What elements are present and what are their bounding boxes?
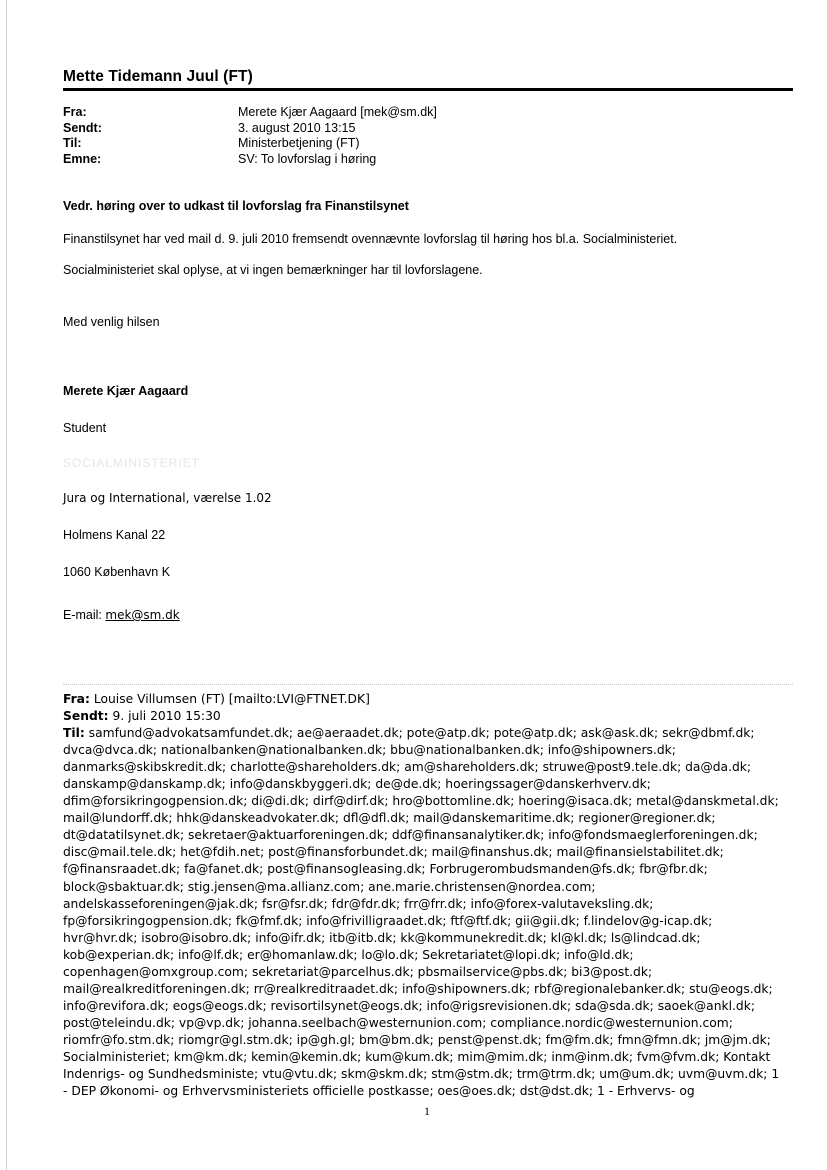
recipient-line: dt@datatilsynet.dk; sekretaer@aktuarforeningen.dk; ddf@finansanalytiker.dk; info@fondsmaeglerforeningen.dk; bbox=[63, 828, 758, 843]
meta-to-value: Ministerbetjening (FT) bbox=[238, 136, 360, 150]
meta-subject-label: Emne: bbox=[63, 151, 102, 166]
email-link[interactable]: mek@sm.dk bbox=[105, 608, 180, 622]
recipient-line: kob@experian.dk; info@lf.dk; er@homanlaw.dk; lo@lo.dk; Sekretariatet@lopi.dk; info@ld.dk; bbox=[63, 947, 634, 962]
email-label: E-mail: bbox=[63, 608, 106, 622]
recipient-line: Indenrigs- og Sundhedsministe; vtu@vtu.dk; skm@skm.dk; stm@stm.dk; trm@trm.dk; um@um.dk; uvm@uvm.dk; 1 bbox=[63, 1067, 780, 1082]
recipient-line: riomfr@fo.stm.dk; riomgr@gl.stm.dk; ip@gh.gl; bm@bm.dk; penst@penst.dk; fm@fm.dk; fmn@fmn.dk; jm@jm.dk; bbox=[63, 1032, 771, 1047]
meta-sent-label: Sendt: bbox=[63, 120, 102, 135]
forward-to-line bbox=[63, 725, 798, 742]
header-rule bbox=[63, 88, 793, 91]
signature-title: Student bbox=[63, 421, 107, 435]
recipient-line: post@teleindu.dk; vp@vp.dk; johanna.seelbach@westernunion.com; compliance.nordic@westernunion.com; bbox=[63, 1015, 733, 1030]
recipient-line: hvr@hvr.dk; isobro@isobro.dk; info@ifr.dk; itb@itb.dk; kk@kommunekredit.dk; kl@kl.dk; ls@lindcad.dk; bbox=[63, 930, 701, 945]
body-paragraph-1: Finanstilsynet har ved mail d. 9. juli 2010 fremsendt ovennævnte lovforslag til høring hos bl.a. Socialministeriet. bbox=[63, 232, 678, 246]
meta-subject-value: SV: To lovforslag i høring bbox=[238, 151, 377, 166]
recipient-line: mail@lundorff.dk; hhk@danskeadvokater.dk; dfl@dfl.dk; mail@danskemaritime.dk; regioner@regioner.dk; bbox=[63, 811, 716, 826]
forward-from-line bbox=[63, 691, 798, 708]
recipient-line: andelskasseforeningen@jak.dk; fsr@fsr.dk; fdr@fdr.dk; frr@frr.dk; info@forex-valutaveksling.dk; bbox=[63, 896, 654, 911]
forward-sent-label: Sendt: bbox=[63, 709, 109, 724]
recipient-line: copenhagen@omxgroup.com; sekretariat@parcelhus.dk; pbsmailservice@pbs.dk; bi3@post.dk; bbox=[63, 964, 653, 979]
page-number: 1 bbox=[424, 1104, 430, 1118]
signature-name: Merete Kjær Aagaard bbox=[63, 384, 189, 398]
recipient-list bbox=[63, 742, 798, 1100]
recipient-line: block@sbaktuar.dk; stig.jensen@ma.allianz.com; ane.marie.christensen@nordea.com; bbox=[63, 879, 596, 894]
meta-to-label: Til: bbox=[63, 136, 82, 150]
recipient-line: dfim@forsikringogpension.dk; di@di.dk; dirf@dirf.dk; hro@bottomline.dk; hoering@isaca.dk; metal@danskmetal.dk; bbox=[63, 794, 779, 809]
signature-department: Jura og International, værelse 1.02 bbox=[63, 491, 272, 505]
meta-from-value: Merete Kjær Aagaard [mek@sm.dk] bbox=[238, 105, 437, 119]
forward-separator bbox=[63, 684, 793, 685]
forward-from-label: Fra: bbox=[63, 692, 90, 706]
recipient-line: danskamp@danskamp.dk; info@danskbyggeri.dk; de@de.dk; hoeringssager@danskerhverv.dk; bbox=[63, 777, 651, 792]
recipient-line: fp@forsikringogpension.dk; fk@fmf.dk; info@frivilligraadet.dk; ftf@ftf.dk; gii@gii.dk; f.lindelov@g-icap.dk; bbox=[63, 913, 713, 928]
forward-sent-value: 9. juli 2010 15:30 bbox=[112, 709, 221, 724]
meta-from-label: Fra: bbox=[63, 105, 87, 119]
recipient-line: f@finansraadet.dk; fa@fanet.dk; post@finansogleasing.dk; Forbrugerombudsmanden@fs.dk; fbr@fbr.dk; bbox=[63, 862, 708, 877]
recipient-line: dvca@dvca.dk; nationalbanken@nationalbanken.dk; bbu@nationalbanken.dk; info@shipowners.dk; bbox=[63, 743, 676, 758]
body-paragraph-2: Socialministeriet skal oplyse, at vi ingen bemærkninger har til lovforslagene. bbox=[63, 263, 483, 277]
recipient-line: disc@mail.tele.dk; het@fdih.net; post@finansforbundet.dk; mail@finanshus.dk; mail@finansielstabilitet.dk; bbox=[63, 845, 724, 860]
signature-street: Holmens Kanal 22 bbox=[63, 528, 166, 542]
recipient-line: - DEP Økonomi- og Erhvervsministeriets officielle postkasse; oes@oes.dk; dst@dst.dk; 1 - Erhvervs- og bbox=[63, 1084, 695, 1099]
closing-greeting: Med venlig hilsen bbox=[63, 315, 160, 329]
recipient-line: mail@realkreditforeningen.dk; rr@realkreditraadet.dk; info@shipowners.dk; rbf@regionalebanker.dk; stu@eogs.dk; bbox=[63, 981, 773, 996]
forward-from-value: Louise Villumsen (FT) [mailto:LVI@FTNET.DK] bbox=[93, 692, 370, 706]
left-margin-line bbox=[6, 0, 7, 1170]
recipient-line: Socialministeriet; km@km.dk; kemin@kemin.dk; kum@kum.dk; mim@mim.dk; inm@inm.dk; fvm@fvm.dk; Kontakt bbox=[63, 1049, 771, 1064]
recipient-line: danmarks@skibskredit.dk; charlotte@shareholders.dk; am@shareholders.dk; struwe@post9.tele.dk; da@da.dk; bbox=[63, 760, 752, 775]
ministry-logo: SOCIALMINISTERIET bbox=[63, 456, 201, 470]
body-heading: Vedr. høring over to udkast til lovforslag fra Finanstilsynet bbox=[63, 199, 409, 213]
forward-to-label: Til: bbox=[63, 726, 85, 741]
forwarded-message-header bbox=[63, 691, 798, 1100]
forward-to-first: samfund@advokatsamfundet.dk; ae@aeraadet.dk; pote@atp.dk; pote@atp.dk; ask@ask.dk; sekr@dbmf.dk; bbox=[88, 726, 755, 741]
forward-sent-line bbox=[63, 708, 798, 725]
meta-sent-value: 3. august 2010 13:15 bbox=[238, 120, 356, 135]
recipient-line: info@revifora.dk; eogs@eogs.dk; revisortilsynet@eogs.dk; info@rigsrevisionen.dk; sda@sda.dk; saoek@ankl.dk; bbox=[63, 998, 756, 1013]
mailbox-owner-name: Mette Tidemann Juul (FT) bbox=[63, 68, 253, 85]
signature-city: 1060 København K bbox=[63, 565, 171, 579]
signature-email-line bbox=[63, 608, 180, 622]
